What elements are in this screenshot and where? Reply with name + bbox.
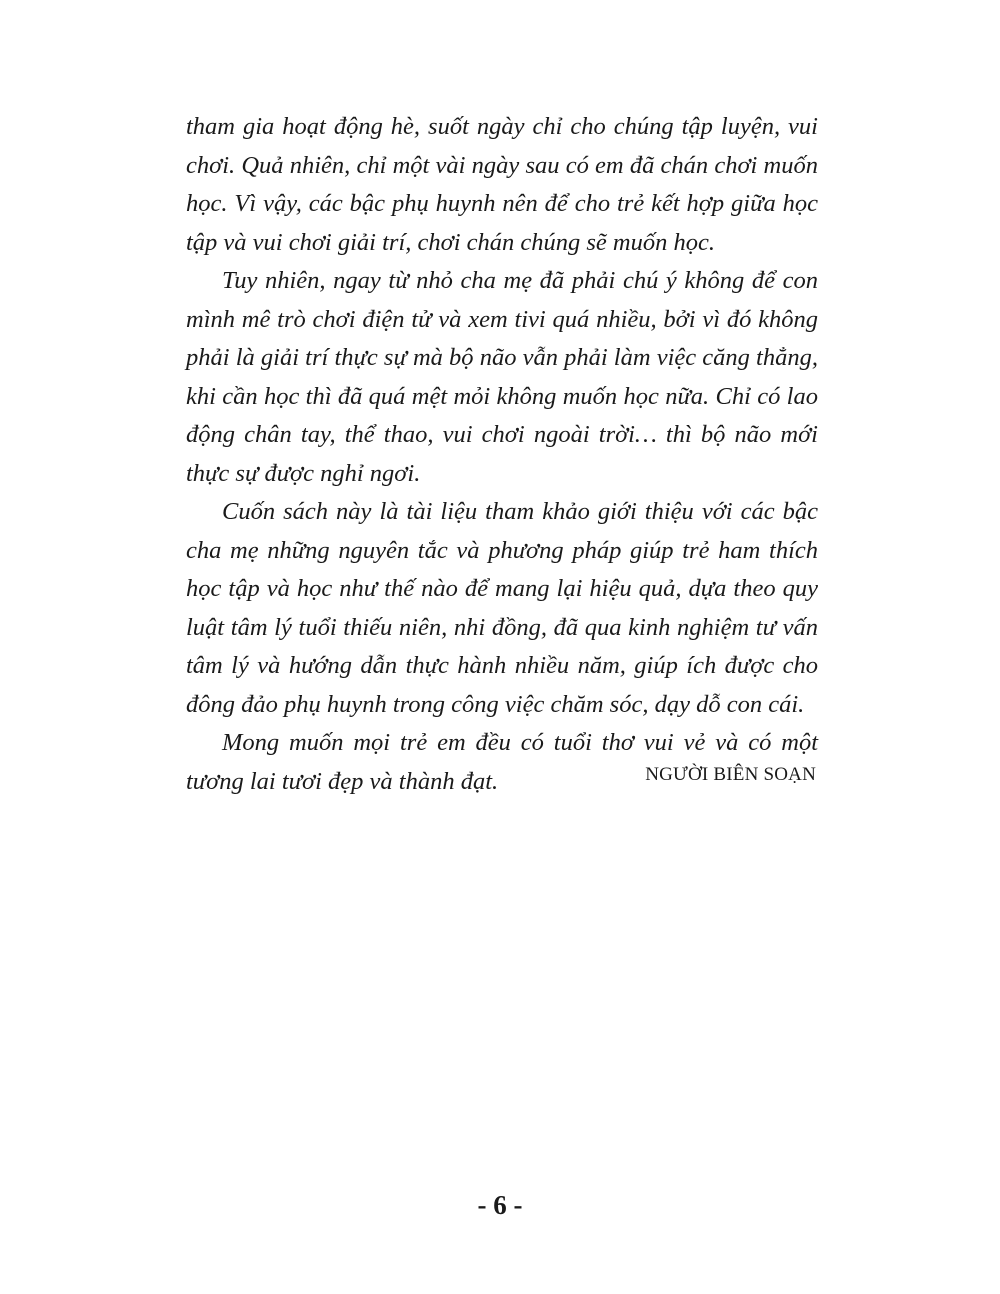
page-number: - 6 - bbox=[477, 1190, 523, 1220]
paragraph-wish: Mong muốn mọi trẻ em đều có tuổi thơ vui vẻ và có một tương lai tươi đẹp và thành đạt. bbox=[186, 729, 818, 795]
paragraph-book-purpose: Cuốn sách này là tài liệu tham khảo giới thiệu với các bậc cha mẹ những nguyên tắc và phương pháp giúp trẻ ham thích học tập và học như thế nào để mang lại hiệu quả, dựa theo quy luật tâm lý tuổi thiếu niên, nhi đồng, đã qua kinh nghiệm tư vấn tâm lý và hướng dẫn thực hành nhiều năm, giúp ích được cho đông đảo phụ huynh trong công việc chăm sóc, dạy dỗ con cái. bbox=[186, 498, 818, 718]
paragraph-continuation: tham gia hoạt động hè, suốt ngày chỉ cho chúng tập luyện, vui chơi. Quả nhiên, chỉ một vài ngày sau có em đã chán chơi muốn học. Vì vậy, các bậc phụ huynh nên để cho trẻ kết hợp giữa học tập và vui chơi giải trí, chơi chán chúng sẽ muốn học. bbox=[186, 113, 818, 256]
author-signature: NGƯỜI BIÊN SOẠN bbox=[645, 764, 816, 785]
paragraph-entertainment: Tuy nhiên, ngay từ nhỏ cha mẹ đã phải chú ý không để con mình mê trò chơi điện tử và xem tivi quá nhiều, bởi vì đó không phải là giải trí thực sự mà bộ não vẫn phải làm việc căng thẳng, khi cần học thì đã quá mệt mỏi không muốn học nữa. Chỉ có lao động chân tay, thể thao, vui chơi ngoài trời… thì bộ não mới thực sự được nghỉ ngơi. bbox=[186, 267, 818, 487]
body-text bbox=[186, 108, 818, 801]
